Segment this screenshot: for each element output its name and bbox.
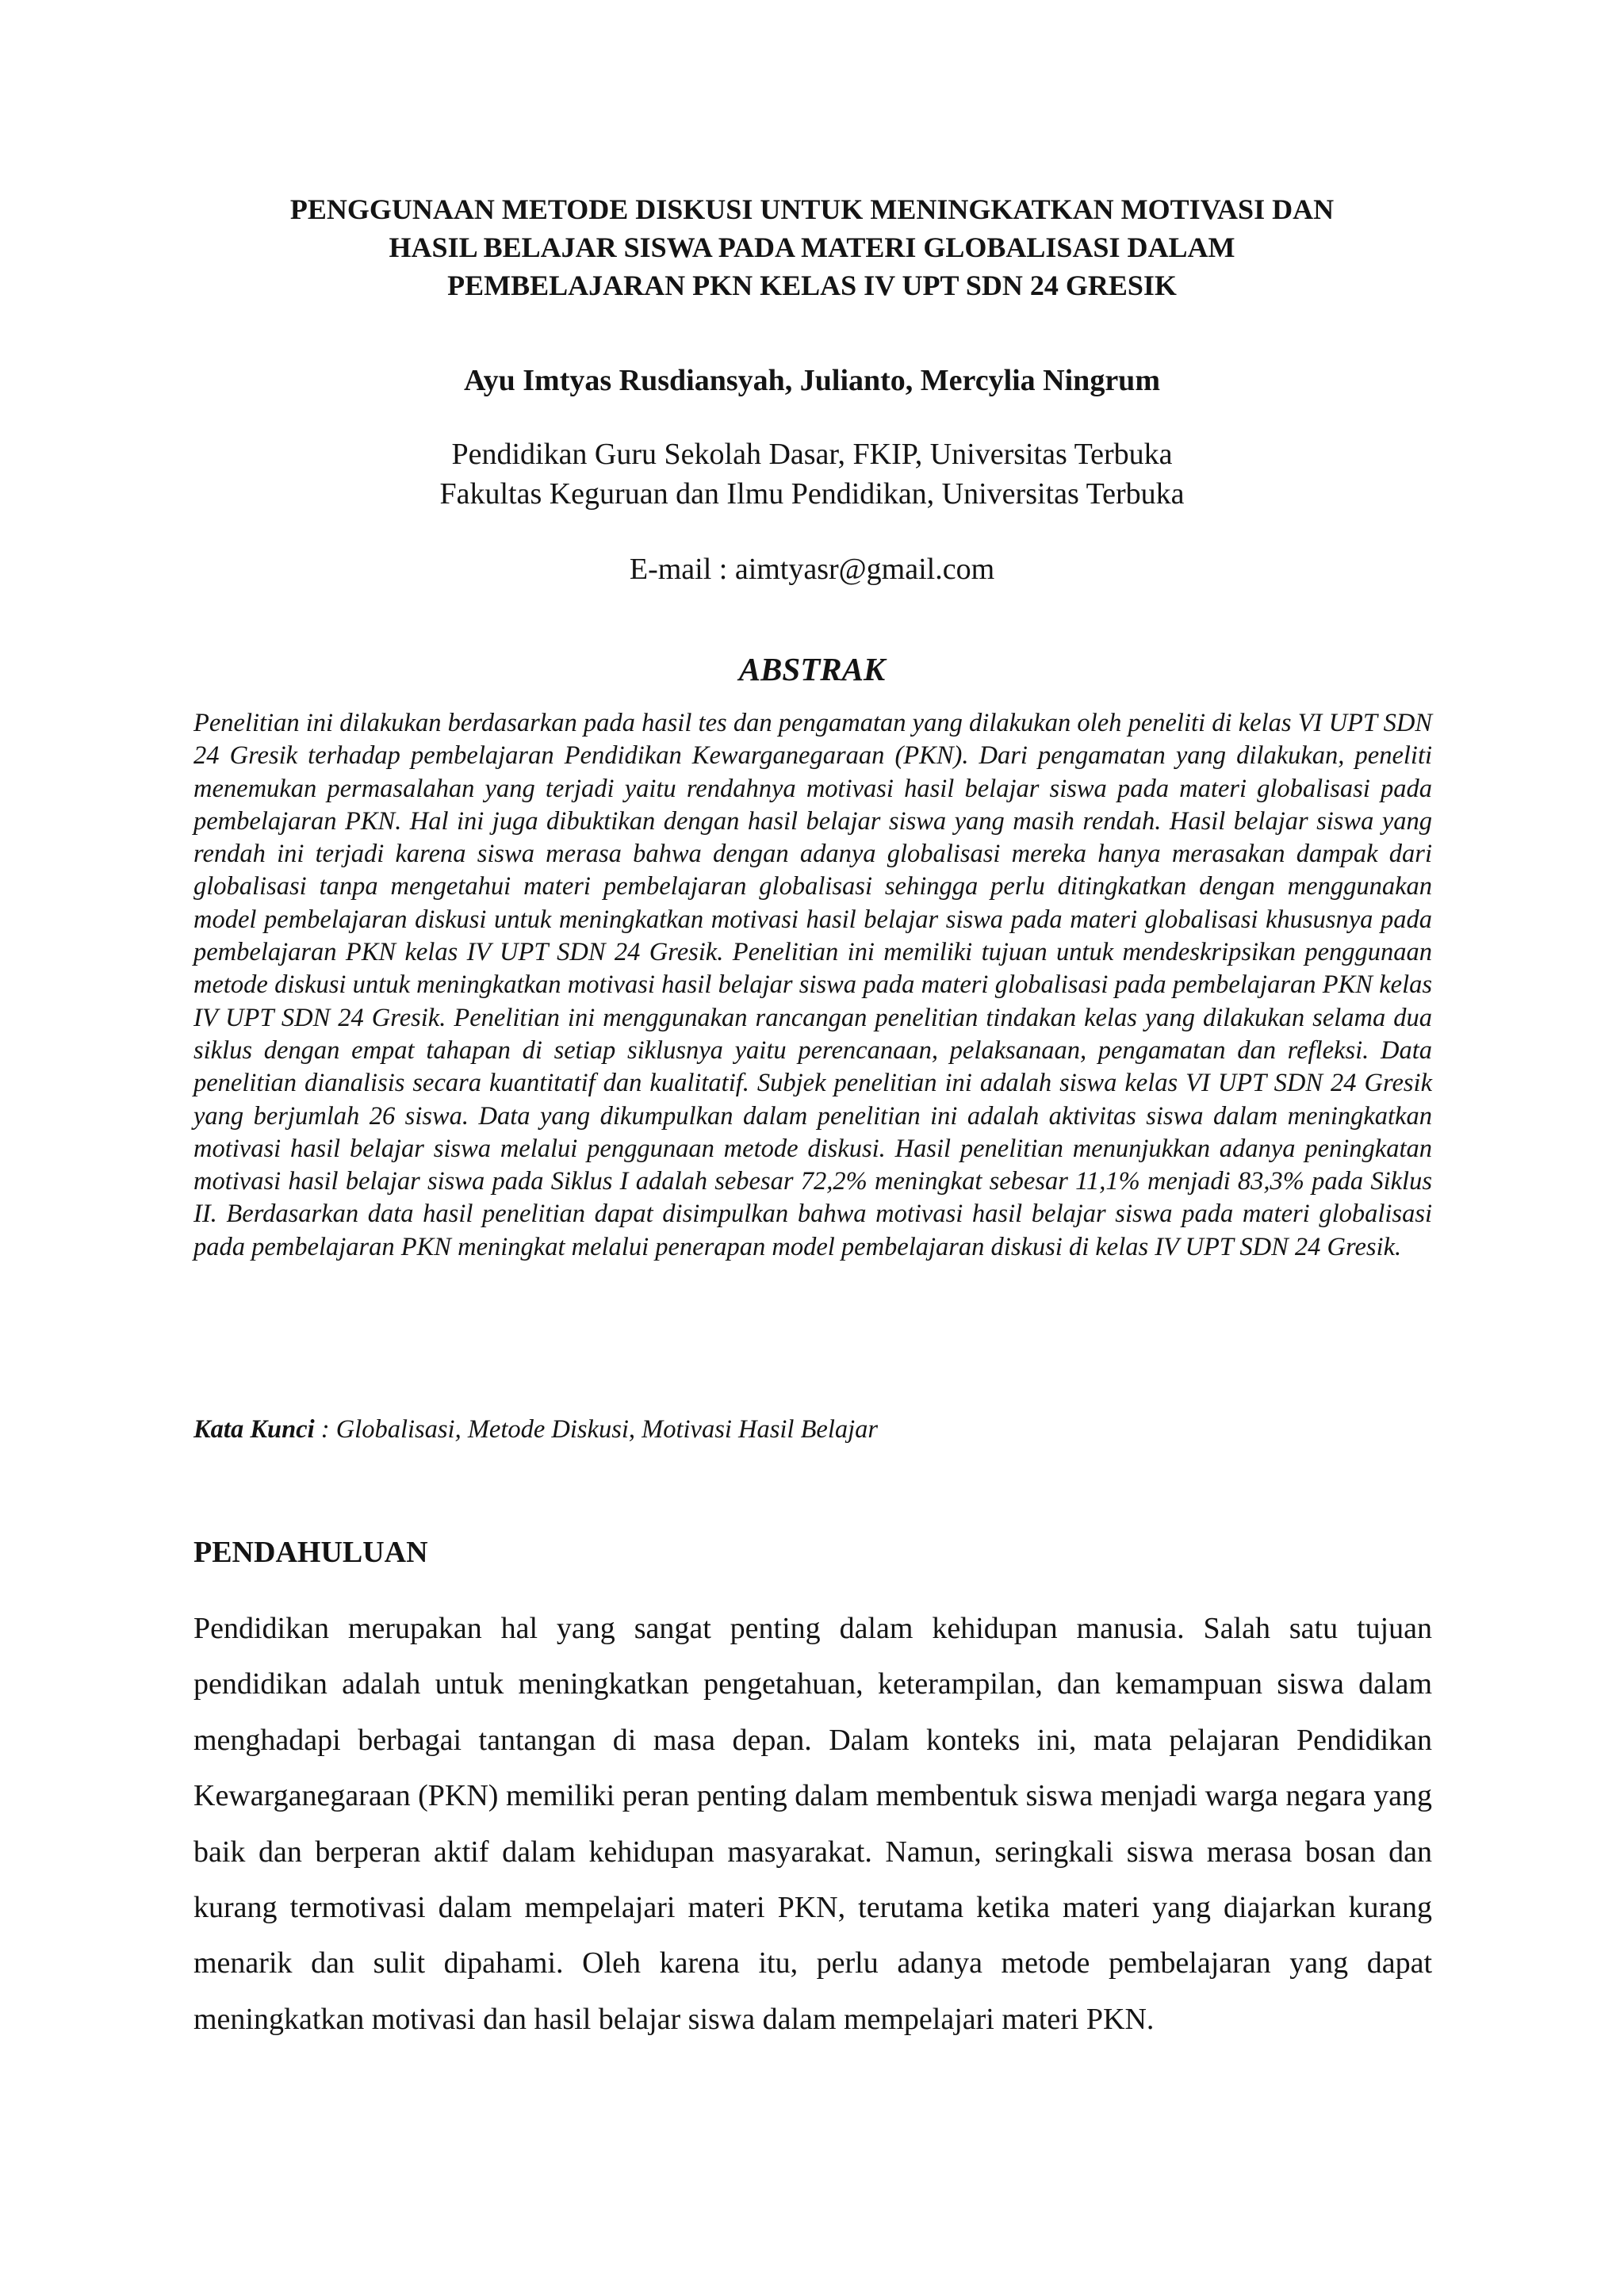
abstract-text: Penelitian ini dilakukan berdasarkan pada hasil tes dan pengamatan yang dilakukan oleh peneliti di kelas VI UPT SDN 24 Gresik terhadap pembelajaran Pendidikan Kewarganegaraan (PKN). Dari pengamatan yang dilakukan, peneliti menemukan permasalahan yang terjadi yaitu rendahnya motivasi hasil belajar siswa pada materi globalisasi pada pembelajaran PKN. Hal ini juga dibuktikan dengan hasil belajar siswa yang masih rendah. Hasil belajar siswa yang rendah ini terjadi karena siswa merasa bahwa dengan adanya globalisasi mereka hanya merasakan dampak dari globalisasi tanpa mengetahui materi pembelajaran globalisasi sehingga perlu ditingkatkan dengan menggunakan model pembelajaran diskusi untuk meningkatkan motivasi hasil belajar siswa pada materi globalisasi khususnya pada pembelajaran PKN kelas IV UPT SDN 24 Gresik. Penelitian ini memiliki tujuan untuk mendeskripsikan penggunaan metode diskusi untuk meningkatkan motivasi hasil belajar siswa pada materi globalisasi pada pembelajaran PKN kelas IV UPT SDN 24 Gresik. Penelitian ini menggunakan rancangan penelitian tindakan kelas yang dilakukan selama dua siklus dengan empat tahapan di setiap siklusnya yaitu perencanaan, pelaksanaan, pengamatan dan refleksi. Data penelitian dianalisis secara kuantitatif dan kualitatif. Subjek penelitian ini adalah siswa kelas VI UPT SDN 24 Gresik yang berjumlah 26 siswa. Data yang dikumpulkan dalam penelitian ini adalah aktivitas siswa dalam meningkatkan motivasi hasil belajar siswa melalui penggunaan metode diskusi. Hasil penelitian menunjukkan adanya peningkatan motivasi hasil belajar siswa pada Siklus I adalah sebesar 72,2% meningkat sebesar 11,1% menjadi 83,3% pada Siklus II. Berdasarkan data hasil penelitian dapat disimpulkan bahwa motivasi hasil belajar siswa pada materi globalisasi pada pembelajaran PKN meningkat melalui penerapan model pembelajaran diskusi di kelas IV UPT SDN 24 Gresik. xyxy=(193,709,1432,1261)
author-list: Ayu Imtyas Rusdiansyah, Julianto, Mercylia Ningrum xyxy=(464,364,1160,397)
title-line: PENGGUNAAN METODE DISKUSI UNTUK MENINGKATKAN MOTIVASI DAN xyxy=(289,193,1335,225)
affiliation-line: Pendidikan Guru Sekolah Dasar, FKIP, Universitas Terbuka xyxy=(451,438,1173,471)
keywords xyxy=(193,1413,1432,1446)
title-line: PEMBELAJARAN PKN KELAS IV UPT SDN 24 GRESIK xyxy=(447,270,1177,301)
abstract-heading: ABSTRAK xyxy=(738,651,886,687)
title-line: HASIL BELAJAR SISWA PADA MATERI GLOBALISASI DALAM xyxy=(389,232,1235,263)
affiliation-line: Fakultas Keguruan dan Ilmu Pendidikan, Universitas Terbuka xyxy=(439,477,1185,511)
keywords-list: : Globalisasi, Metode Diskusi, Motivasi Hasil Belajar xyxy=(314,1415,879,1444)
paper-title xyxy=(190,190,1434,304)
affiliations xyxy=(190,434,1434,514)
keywords-label: Kata Kunci xyxy=(193,1415,315,1444)
author-email: E-mail : aimtyasr@gmail.com xyxy=(629,553,995,586)
section-heading-pendahuluan: PENDAHULUAN xyxy=(193,1536,428,1569)
intro-paragraph: Pendidikan merupakan hal yang sangat penting dalam kehidupan manusia. Salah satu tujuan pendidikan adalah untuk meningkatkan pengetahuan, keterampilan, dan kemampuan siswa dalam menghadapi berbagai tantangan di masa depan. Dalam konteks ini, mata pelajaran Pendidikan Kewarganegaraan (PKN) memiliki peran penting dalam membentuk siswa menjadi warga negara yang baik dan berperan aktif dalam kehidupan masyarakat. Namun, seringkali siswa merasa bosan dan kurang termotivasi dalam mempelajari materi PKN, terutama ketika materi yang diajarkan kurang menarik dan sulit dipahami. Oleh karena itu, perlu adanya metode pembelajaran yang dapat meningkatkan motivasi dan hasil belajar siswa dalam mempelajari materi PKN. xyxy=(193,1612,1432,2036)
